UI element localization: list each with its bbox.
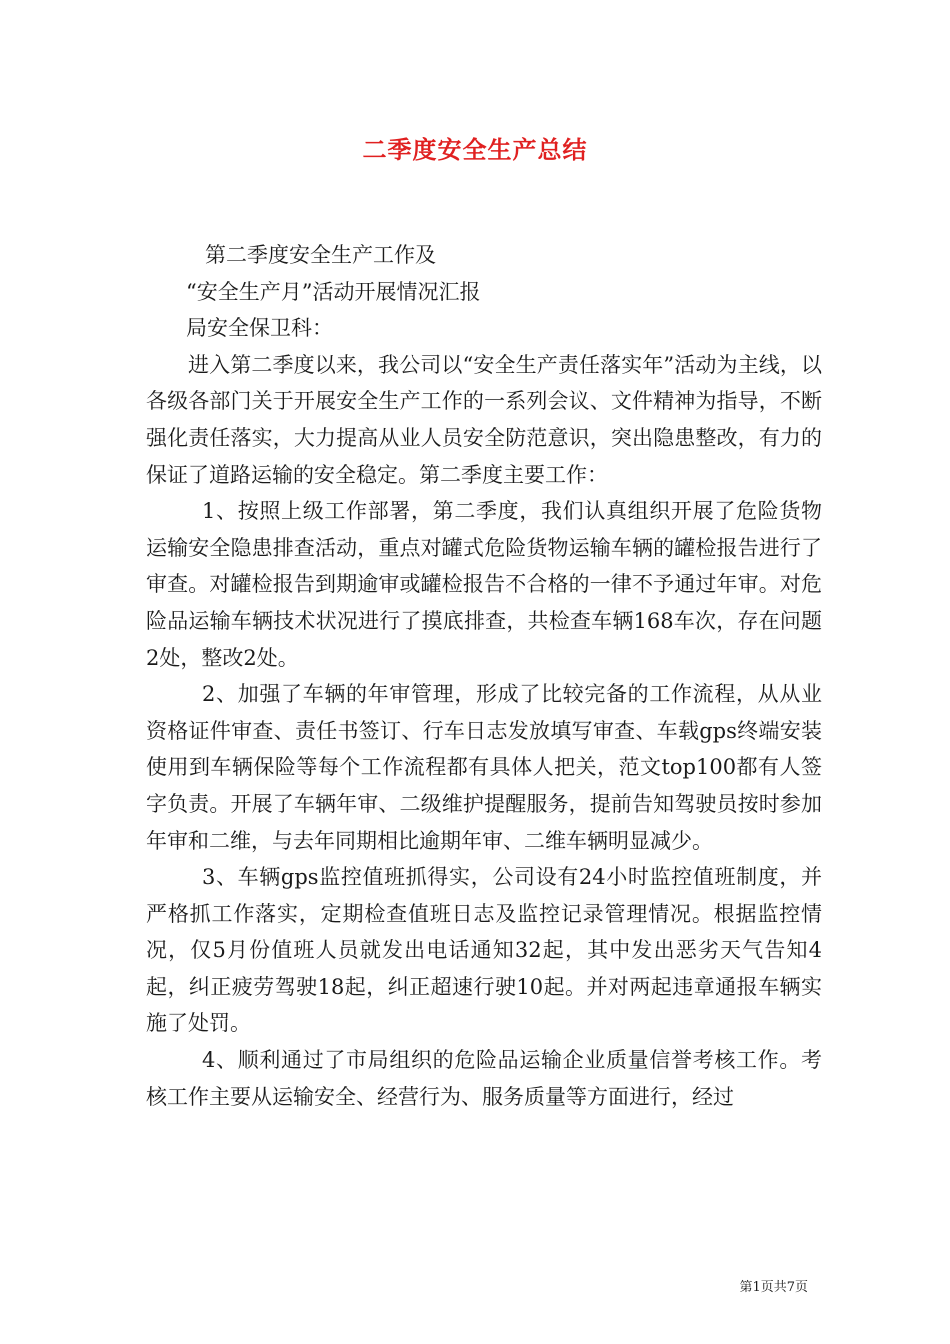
page-number: 第1页共7页 <box>739 1280 808 1295</box>
document-body <box>146 237 822 1115</box>
paragraph-item-4: 4、顺利通过了市局组织的危险品运输企业质量信誉考核工作。考核工作主要从运输安全、经营行为、服务质量等方面进行，经过 <box>146 1048 822 1109</box>
paragraph-intro: 进入第二季度以来，我公司以“安全生产责任落实年”活动为主线，以各级各部门关于开展安全生产工作的一系列会议、文件精神为指导，不断强化责任落实，大力提高从业人员安全防范意识，突出隐患整改，有力的保证了道路运输的安全稳定。第二季度主要工作： <box>146 352 822 487</box>
heading-line-1: 第二季度安全生产工作及 <box>205 243 436 267</box>
recipient-line: 局安全保卫科： <box>186 316 333 341</box>
heading-line-2: “安全生产月”活动开展情况汇报 <box>186 279 481 304</box>
document-title: 二季度安全生产总结 <box>362 135 588 164</box>
paragraph-item-2: 2、加强了车辆的年审管理，形成了比较完备的工作流程，从从业资格证件审查、责任书签订、行车日志发放填写审查、车载gps终端安装使用到车辆保险等每个工作流程都有具体人把关，范文top100都有人签字负责。开展了车辆年审、二级维护提醒服务，提前告知驾驶员按时参加年审和二维，与去年同期相比逾期年审、二维车辆明显减少。 <box>146 682 822 853</box>
paragraph-item-1: 1、按照上级工作部署，第二季度，我们认真组织开展了危险货物运输安全隐患排查活动，重点对罐式危险货物运输车辆的罐检报告进行了审查。对罐检报告到期逾审或罐检报告不合格的一律不予通过年审。对危险品运输车辆技术状况进行了摸底排查，共检查车辆168车次，存在问题2处，整改2处。 <box>146 499 822 670</box>
paragraph-item-3: 3、车辆gps监控值班抓得实，公司设有24小时监控值班制度，并严格抓工作落实，定期检查值班日志及监控记录管理情况。根据监控情况，仅5月份值班人员就发出电话通知32起，其中发出恶劣天气告知4起，纠正疲劳驾驶18起，纠正超速行驶10起。并对两起违章通报车辆实施了处罚。 <box>146 865 822 1036</box>
